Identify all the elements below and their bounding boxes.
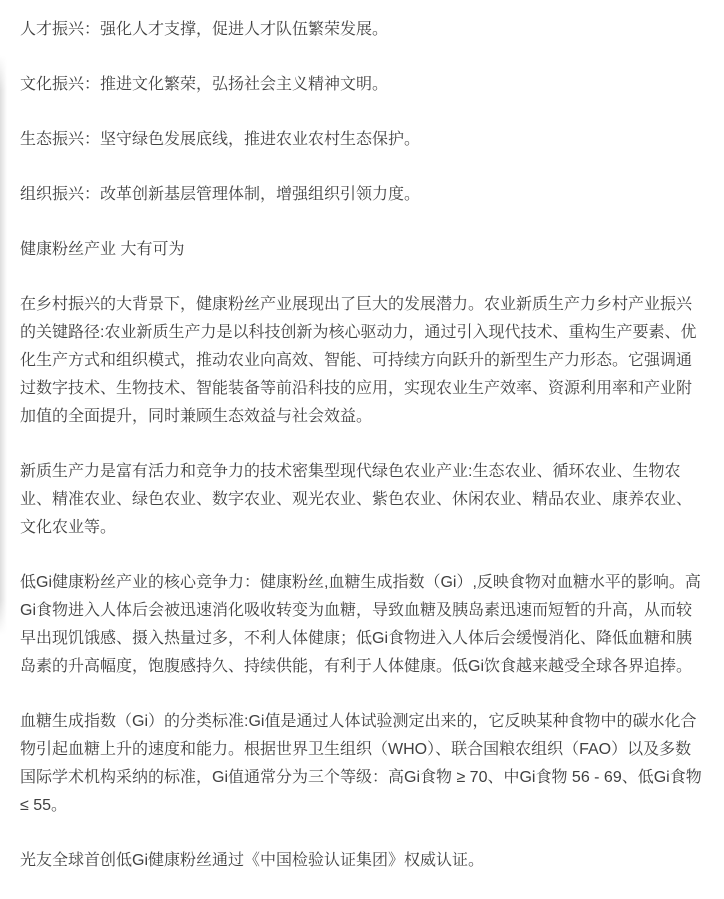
paragraph-culture-revitalization: 文化振兴：推进文化繁荣，弘扬社会主义精神文明。 bbox=[20, 76, 389, 93]
paragraph-talent-revitalization: 人才振兴：强化人才支撑，促进人才队伍繁荣发展。 bbox=[20, 21, 389, 38]
paragraph-new-productive-forces-industries: 新质生产力是富有活力和竞争力的技术密集型现代绿色农业产业:生态农业、循环农业、生物农业、精准农业、绿色农业、数字农业、观光农业、紫色农业、休闲农业、精品农业、康养农业、文化农业等。 bbox=[20, 463, 693, 536]
paragraph-organization-revitalization: 组织振兴：改革创新基层管理体制，增强组织引领力度。 bbox=[20, 186, 421, 203]
paragraph-low-gi-core-competitiveness: 低Gi健康粉丝产业的核心竞争力：健康粉丝,血糖生成指数（Gi）,反映食物对血糖水平的影响。高Gi食物进入人体后会被迅速消化吸收转变为血糖，导致血糖及胰岛素迅速而短暂的升高，从而较早出现饥饿感、摄入热量过多，不利人体健康；低Gi食物进入人体后会缓慢消化、降低血糖和胰岛素的升高幅度，饱腹感持久、持续供能，有利于人体健康。低Gi饮食越来越受全球各界追捧。 bbox=[20, 574, 701, 675]
paragraph-certification: 光友全球首创低Gi健康粉丝通过《中国检验认证集团》权威认证。 bbox=[20, 852, 485, 869]
paragraph-gi-classification-standard: 血糖生成指数（Gi）的分类标准:Gi值是通过人体试验测定出来的，它反映某种食物中的碳水化合物引起血糖上升的速度和能力。根据世界卫生组织（WHO）、联合国粮农组织（FAO）以及多数国际学术机构采纳的标准，Gi值通常分为三个等级：高Gi食物 ≥ 70、中Gi食物 56 - 69、低Gi食物 ≤ 55。 bbox=[20, 713, 702, 814]
paragraph-ecology-revitalization: 生态振兴：坚守绿色发展底线，推进农业农村生态保护。 bbox=[20, 131, 421, 148]
section-heading-healthy-vermicelli-industry: 健康粉丝产业 大有可为 bbox=[20, 241, 185, 258]
paragraph-rural-revitalization-background: 在乡村振兴的大背景下，健康粉丝产业展现出了巨大的发展潜力。农业新质生产力乡村产业振兴的关键路径:农业新质生产力是以科技创新为核心驱动力，通过引入现代技术、重构生产要素、优化生产方式和组织模式，推动农业向高效、智能、可持续方向跃升的新型生产力形态。它强调通过数字技术、生物技术、智能装备等前沿科技的应用，实现农业生产效率、资源利用率和产业附加值的全面提升，同时兼顾生态效益与社会效益。 bbox=[20, 296, 697, 425]
